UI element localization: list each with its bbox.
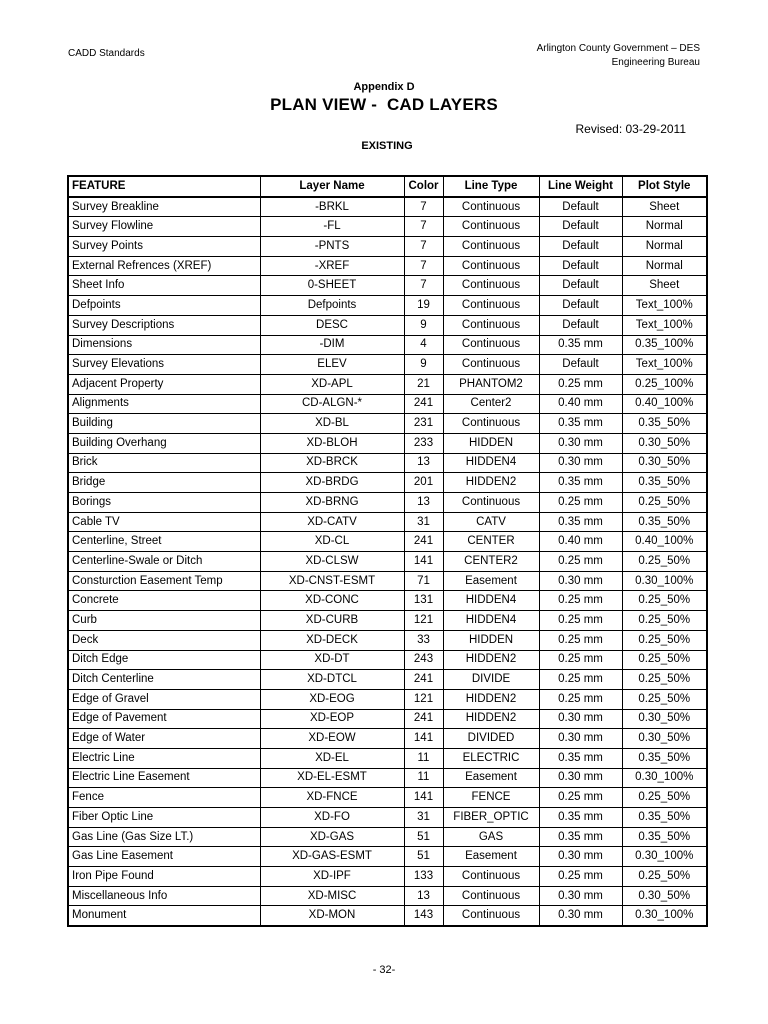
line-type-cell: Continuous <box>443 197 539 217</box>
table-row <box>68 670 707 690</box>
layer-name-cell: XD-CLSW <box>260 552 404 572</box>
feature-cell: Fiber Optic Line <box>68 808 260 828</box>
color-cell: 143 <box>404 906 443 926</box>
plot-style-cell: 0.30_100% <box>622 906 707 926</box>
plot-style-cell: 0.35_50% <box>622 748 707 768</box>
line-type-cell: HIDDEN4 <box>443 591 539 611</box>
color-cell: 241 <box>404 532 443 552</box>
feature-cell: Building Overhang <box>68 433 260 453</box>
table-row <box>68 611 707 631</box>
section-heading: EXISTING <box>361 140 413 152</box>
line-type-cell: Continuous <box>443 256 539 276</box>
line-type-cell: Continuous <box>443 237 539 257</box>
color-cell: 31 <box>404 808 443 828</box>
running-header-right <box>537 42 700 70</box>
plot-style-cell: 0.30_50% <box>622 453 707 473</box>
line-type-cell: Continuous <box>443 355 539 375</box>
layer-name-cell: -FL <box>260 217 404 237</box>
line-weight-cell: 0.25 mm <box>539 689 622 709</box>
table-row <box>68 729 707 749</box>
line-weight-cell: 0.35 mm <box>539 414 622 434</box>
feature-cell: Survey Breakline <box>68 197 260 217</box>
color-cell: 141 <box>404 552 443 572</box>
table-body <box>68 197 707 926</box>
color-cell: 7 <box>404 197 443 217</box>
layer-name-cell: XD-APL <box>260 374 404 394</box>
feature-cell: Building <box>68 414 260 434</box>
table-row <box>68 847 707 867</box>
layer-name-cell: XD-CATV <box>260 512 404 532</box>
table-row <box>68 453 707 473</box>
line-weight-cell: 0.25 mm <box>539 591 622 611</box>
column-header-line-weight: Line Weight <box>539 176 622 197</box>
color-cell: 241 <box>404 670 443 690</box>
color-cell: 231 <box>404 414 443 434</box>
line-type-cell: Continuous <box>443 276 539 296</box>
line-weight-cell: 0.25 mm <box>539 374 622 394</box>
line-type-cell: CATV <box>443 512 539 532</box>
color-cell: 9 <box>404 355 443 375</box>
line-weight-cell: Default <box>539 237 622 257</box>
line-weight-cell: 0.35 mm <box>539 473 622 493</box>
line-weight-cell: 0.30 mm <box>539 571 622 591</box>
line-weight-cell: 0.30 mm <box>539 433 622 453</box>
table-row <box>68 493 707 513</box>
plot-style-cell: 0.35_50% <box>622 512 707 532</box>
layer-name-cell: XD-BL <box>260 414 404 434</box>
plot-style-cell: Normal <box>622 256 707 276</box>
feature-cell: Survey Points <box>68 237 260 257</box>
line-weight-cell: Default <box>539 276 622 296</box>
color-cell: 241 <box>404 394 443 414</box>
line-type-cell: DIVIDED <box>443 729 539 749</box>
layer-name-cell: XD-EL <box>260 748 404 768</box>
line-type-cell: HIDDEN2 <box>443 650 539 670</box>
color-cell: 7 <box>404 256 443 276</box>
feature-cell: Dimensions <box>68 335 260 355</box>
line-weight-cell: 0.25 mm <box>539 611 622 631</box>
line-weight-cell: 0.25 mm <box>539 867 622 887</box>
line-weight-cell: 0.40 mm <box>539 394 622 414</box>
color-cell: 13 <box>404 453 443 473</box>
line-type-cell: HIDDEN2 <box>443 709 539 729</box>
layer-name-cell: XD-MON <box>260 906 404 926</box>
color-cell: 71 <box>404 571 443 591</box>
feature-cell: Brick <box>68 453 260 473</box>
color-cell: 13 <box>404 493 443 513</box>
line-type-cell: HIDDEN <box>443 433 539 453</box>
layer-name-cell: -DIM <box>260 335 404 355</box>
line-weight-cell: 0.30 mm <box>539 729 622 749</box>
feature-cell: Survey Elevations <box>68 355 260 375</box>
table-row <box>68 768 707 788</box>
line-weight-cell: Default <box>539 315 622 335</box>
table-header-row <box>68 176 707 197</box>
feature-cell: Defpoints <box>68 296 260 316</box>
table-row <box>68 414 707 434</box>
color-cell: 13 <box>404 886 443 906</box>
color-cell: 7 <box>404 276 443 296</box>
table-row <box>68 394 707 414</box>
feature-cell: Electric Line Easement <box>68 768 260 788</box>
header-organization: Arlington County Government – DES <box>536 43 700 54</box>
line-weight-cell: 0.30 mm <box>539 709 622 729</box>
line-weight-cell: Default <box>539 256 622 276</box>
table-row <box>68 906 707 926</box>
color-cell: 133 <box>404 867 443 887</box>
plot-style-cell: 0.25_50% <box>622 867 707 887</box>
feature-cell: Gas Line Easement <box>68 847 260 867</box>
plot-style-cell: 0.35_50% <box>622 827 707 847</box>
table-row <box>68 867 707 887</box>
feature-cell: Monument <box>68 906 260 926</box>
layer-name-cell: DESC <box>260 315 404 335</box>
color-cell: 33 <box>404 630 443 650</box>
layer-name-cell: XD-CL <box>260 532 404 552</box>
color-cell: 7 <box>404 217 443 237</box>
color-cell: 141 <box>404 788 443 808</box>
plot-style-cell: 0.25_50% <box>622 788 707 808</box>
feature-cell: Edge of Water <box>68 729 260 749</box>
layer-name-cell: -XREF <box>260 256 404 276</box>
table-row <box>68 552 707 572</box>
color-cell: 21 <box>404 374 443 394</box>
line-type-cell: HIDDEN4 <box>443 453 539 473</box>
table-row <box>68 315 707 335</box>
layer-name-cell: XD-IPF <box>260 867 404 887</box>
line-weight-cell: 0.35 mm <box>539 512 622 532</box>
plot-style-cell: 0.30_50% <box>622 886 707 906</box>
line-type-cell: Continuous <box>443 315 539 335</box>
layer-name-cell: XD-GAS <box>260 827 404 847</box>
layer-name-cell: XD-EOW <box>260 729 404 749</box>
plot-style-cell: 0.35_50% <box>622 473 707 493</box>
column-header-line-type: Line Type <box>443 176 539 197</box>
feature-cell: Alignments <box>68 394 260 414</box>
line-weight-cell: 0.25 mm <box>539 650 622 670</box>
layer-name-cell: CD-ALGN-* <box>260 394 404 414</box>
column-header-color: Color <box>404 176 443 197</box>
line-weight-cell: 0.30 mm <box>539 847 622 867</box>
line-type-cell: Continuous <box>443 886 539 906</box>
plot-style-cell: 0.30_50% <box>622 729 707 749</box>
layer-name-cell: -PNTS <box>260 237 404 257</box>
line-type-cell: GAS <box>443 827 539 847</box>
layer-name-cell: XD-EOP <box>260 709 404 729</box>
line-type-cell: Continuous <box>443 414 539 434</box>
line-type-cell: HIDDEN <box>443 630 539 650</box>
line-type-cell: DIVIDE <box>443 670 539 690</box>
feature-cell: Survey Flowline <box>68 217 260 237</box>
plot-style-cell: 0.35_50% <box>622 414 707 434</box>
line-type-cell: PHANTOM2 <box>443 374 539 394</box>
layer-name-cell: XD-BRNG <box>260 493 404 513</box>
feature-cell: Miscellaneous Info <box>68 886 260 906</box>
line-weight-cell: 0.30 mm <box>539 768 622 788</box>
layer-name-cell: XD-FNCE <box>260 788 404 808</box>
line-weight-cell: 0.35 mm <box>539 335 622 355</box>
plot-style-cell: 0.30_100% <box>622 768 707 788</box>
line-type-cell: Continuous <box>443 217 539 237</box>
line-weight-cell: 0.25 mm <box>539 552 622 572</box>
line-type-cell: Continuous <box>443 296 539 316</box>
feature-cell: Ditch Edge <box>68 650 260 670</box>
table-row <box>68 473 707 493</box>
feature-cell: Sheet Info <box>68 276 260 296</box>
layer-name-cell: XD-CNST-ESMT <box>260 571 404 591</box>
layer-name-cell: XD-DECK <box>260 630 404 650</box>
header-bureau: Engineering Bureau <box>611 57 700 68</box>
plot-style-cell: 0.25_50% <box>622 493 707 513</box>
plot-style-cell: Sheet <box>622 276 707 296</box>
layer-name-cell: XD-EOG <box>260 689 404 709</box>
line-type-cell: HIDDEN4 <box>443 611 539 631</box>
revised-date: Revised: 03-29-2011 <box>575 122 686 136</box>
plot-style-cell: 0.30_50% <box>622 709 707 729</box>
column-header-plot-style: Plot Style <box>622 176 707 197</box>
line-weight-cell: Default <box>539 197 622 217</box>
feature-cell: Curb <box>68 611 260 631</box>
table-row <box>68 709 707 729</box>
feature-cell: Centerline-Swale or Ditch <box>68 552 260 572</box>
plot-style-cell: 0.35_50% <box>622 808 707 828</box>
feature-cell: Edge of Pavement <box>68 709 260 729</box>
color-cell: 51 <box>404 847 443 867</box>
plot-style-cell: 0.25_50% <box>622 650 707 670</box>
line-type-cell: Continuous <box>443 867 539 887</box>
table-row <box>68 433 707 453</box>
line-weight-cell: 0.25 mm <box>539 630 622 650</box>
layer-name-cell: -BRKL <box>260 197 404 217</box>
plot-style-cell: 0.25_100% <box>622 374 707 394</box>
line-weight-cell: 0.25 mm <box>539 493 622 513</box>
line-type-cell: Center2 <box>443 394 539 414</box>
feature-cell: Concrete <box>68 591 260 611</box>
line-type-cell: Continuous <box>443 493 539 513</box>
line-type-cell: CENTER <box>443 532 539 552</box>
table-row <box>68 217 707 237</box>
line-weight-cell: 0.40 mm <box>539 532 622 552</box>
line-weight-cell: 0.30 mm <box>539 886 622 906</box>
table-row <box>68 591 707 611</box>
table-row <box>68 197 707 217</box>
plot-style-cell: 0.25_50% <box>622 611 707 631</box>
color-cell: 9 <box>404 315 443 335</box>
plot-style-cell: 0.25_50% <box>622 630 707 650</box>
feature-cell: Deck <box>68 630 260 650</box>
appendix-label: Appendix D <box>353 81 415 93</box>
table-row <box>68 374 707 394</box>
color-cell: 121 <box>404 689 443 709</box>
layer-name-cell: XD-BRCK <box>260 453 404 473</box>
layer-name-cell: XD-BLOH <box>260 433 404 453</box>
table-row <box>68 532 707 552</box>
plot-style-cell: 0.30_100% <box>622 571 707 591</box>
feature-cell: Gas Line (Gas Size LT.) <box>68 827 260 847</box>
color-cell: 121 <box>404 611 443 631</box>
table-row <box>68 650 707 670</box>
plot-style-cell: 0.30_50% <box>622 433 707 453</box>
feature-cell: Consturction Easement Temp <box>68 571 260 591</box>
feature-cell: Adjacent Property <box>68 374 260 394</box>
layer-name-cell: XD-DTCL <box>260 670 404 690</box>
table-row <box>68 256 707 276</box>
color-cell: 31 <box>404 512 443 532</box>
line-type-cell: HIDDEN2 <box>443 689 539 709</box>
plot-style-cell: Normal <box>622 237 707 257</box>
table-row <box>68 886 707 906</box>
plot-style-cell: Sheet <box>622 197 707 217</box>
line-type-cell: Easement <box>443 847 539 867</box>
table-row <box>68 335 707 355</box>
plot-style-cell: 0.25_50% <box>622 670 707 690</box>
line-type-cell: Easement <box>443 768 539 788</box>
feature-cell: Bridge <box>68 473 260 493</box>
plot-style-cell: 0.35_100% <box>622 335 707 355</box>
layer-name-cell: XD-MISC <box>260 886 404 906</box>
color-cell: 51 <box>404 827 443 847</box>
color-cell: 11 <box>404 748 443 768</box>
plot-style-cell: 0.40_100% <box>622 394 707 414</box>
line-weight-cell: 0.35 mm <box>539 808 622 828</box>
color-cell: 4 <box>404 335 443 355</box>
layer-name-cell: XD-GAS-ESMT <box>260 847 404 867</box>
table-row <box>68 689 707 709</box>
layer-name-cell: XD-CONC <box>260 591 404 611</box>
column-header-layer-name: Layer Name <box>260 176 404 197</box>
line-type-cell: FIBER_OPTIC <box>443 808 539 828</box>
feature-cell: External Refrences (XREF) <box>68 256 260 276</box>
layer-name-cell: XD-BRDG <box>260 473 404 493</box>
color-cell: 233 <box>404 433 443 453</box>
page-title: PLAN VIEW - CAD LAYERS <box>270 95 498 114</box>
plot-style-cell: 0.30_100% <box>622 847 707 867</box>
color-cell: 7 <box>404 237 443 257</box>
feature-cell: Centerline, Street <box>68 532 260 552</box>
line-type-cell: Easement <box>443 571 539 591</box>
line-weight-cell: Default <box>539 296 622 316</box>
page-number: - 32- <box>372 964 396 976</box>
line-type-cell: Continuous <box>443 335 539 355</box>
table-row <box>68 630 707 650</box>
layer-name-cell: ELEV <box>260 355 404 375</box>
table-row <box>68 276 707 296</box>
running-header-left: CADD Standards <box>68 48 145 59</box>
plot-style-cell: Text_100% <box>622 355 707 375</box>
color-cell: 243 <box>404 650 443 670</box>
line-weight-cell: 0.35 mm <box>539 827 622 847</box>
line-type-cell: ELECTRIC <box>443 748 539 768</box>
layer-name-cell: XD-FO <box>260 808 404 828</box>
line-weight-cell: Default <box>539 217 622 237</box>
plot-style-cell: 0.25_50% <box>622 552 707 572</box>
table-row <box>68 237 707 257</box>
line-weight-cell: 0.35 mm <box>539 748 622 768</box>
color-cell: 19 <box>404 296 443 316</box>
table-row <box>68 296 707 316</box>
table-row <box>68 748 707 768</box>
line-type-cell: HIDDEN2 <box>443 473 539 493</box>
column-header-feature: FEATURE <box>68 176 260 197</box>
color-cell: 241 <box>404 709 443 729</box>
color-cell: 201 <box>404 473 443 493</box>
color-cell: 131 <box>404 591 443 611</box>
line-type-cell: Continuous <box>443 906 539 926</box>
feature-cell: Borings <box>68 493 260 513</box>
feature-cell: Ditch Centerline <box>68 670 260 690</box>
plot-style-cell: Normal <box>622 217 707 237</box>
line-weight-cell: Default <box>539 355 622 375</box>
feature-cell: Cable TV <box>68 512 260 532</box>
cad-layers-table <box>67 175 708 927</box>
feature-cell: Edge of Gravel <box>68 689 260 709</box>
table-row <box>68 355 707 375</box>
plot-style-cell: 0.25_50% <box>622 591 707 611</box>
table-row <box>68 827 707 847</box>
table-row <box>68 788 707 808</box>
line-weight-cell: 0.30 mm <box>539 906 622 926</box>
plot-style-cell: Text_100% <box>622 296 707 316</box>
line-type-cell: CENTER2 <box>443 552 539 572</box>
layer-name-cell: Defpoints <box>260 296 404 316</box>
plot-style-cell: 0.25_50% <box>622 689 707 709</box>
line-weight-cell: 0.25 mm <box>539 788 622 808</box>
feature-cell: Electric Line <box>68 748 260 768</box>
feature-cell: Iron Pipe Found <box>68 867 260 887</box>
color-cell: 11 <box>404 768 443 788</box>
layer-name-cell: XD-DT <box>260 650 404 670</box>
layer-name-cell: XD-CURB <box>260 611 404 631</box>
plot-style-cell: Text_100% <box>622 315 707 335</box>
feature-cell: Survey Descriptions <box>68 315 260 335</box>
line-weight-cell: 0.25 mm <box>539 670 622 690</box>
table-row <box>68 571 707 591</box>
layer-name-cell: 0-SHEET <box>260 276 404 296</box>
line-weight-cell: 0.30 mm <box>539 453 622 473</box>
table-row <box>68 512 707 532</box>
line-type-cell: FENCE <box>443 788 539 808</box>
table-row <box>68 808 707 828</box>
layer-name-cell: XD-EL-ESMT <box>260 768 404 788</box>
color-cell: 141 <box>404 729 443 749</box>
feature-cell: Fence <box>68 788 260 808</box>
plot-style-cell: 0.40_100% <box>622 532 707 552</box>
